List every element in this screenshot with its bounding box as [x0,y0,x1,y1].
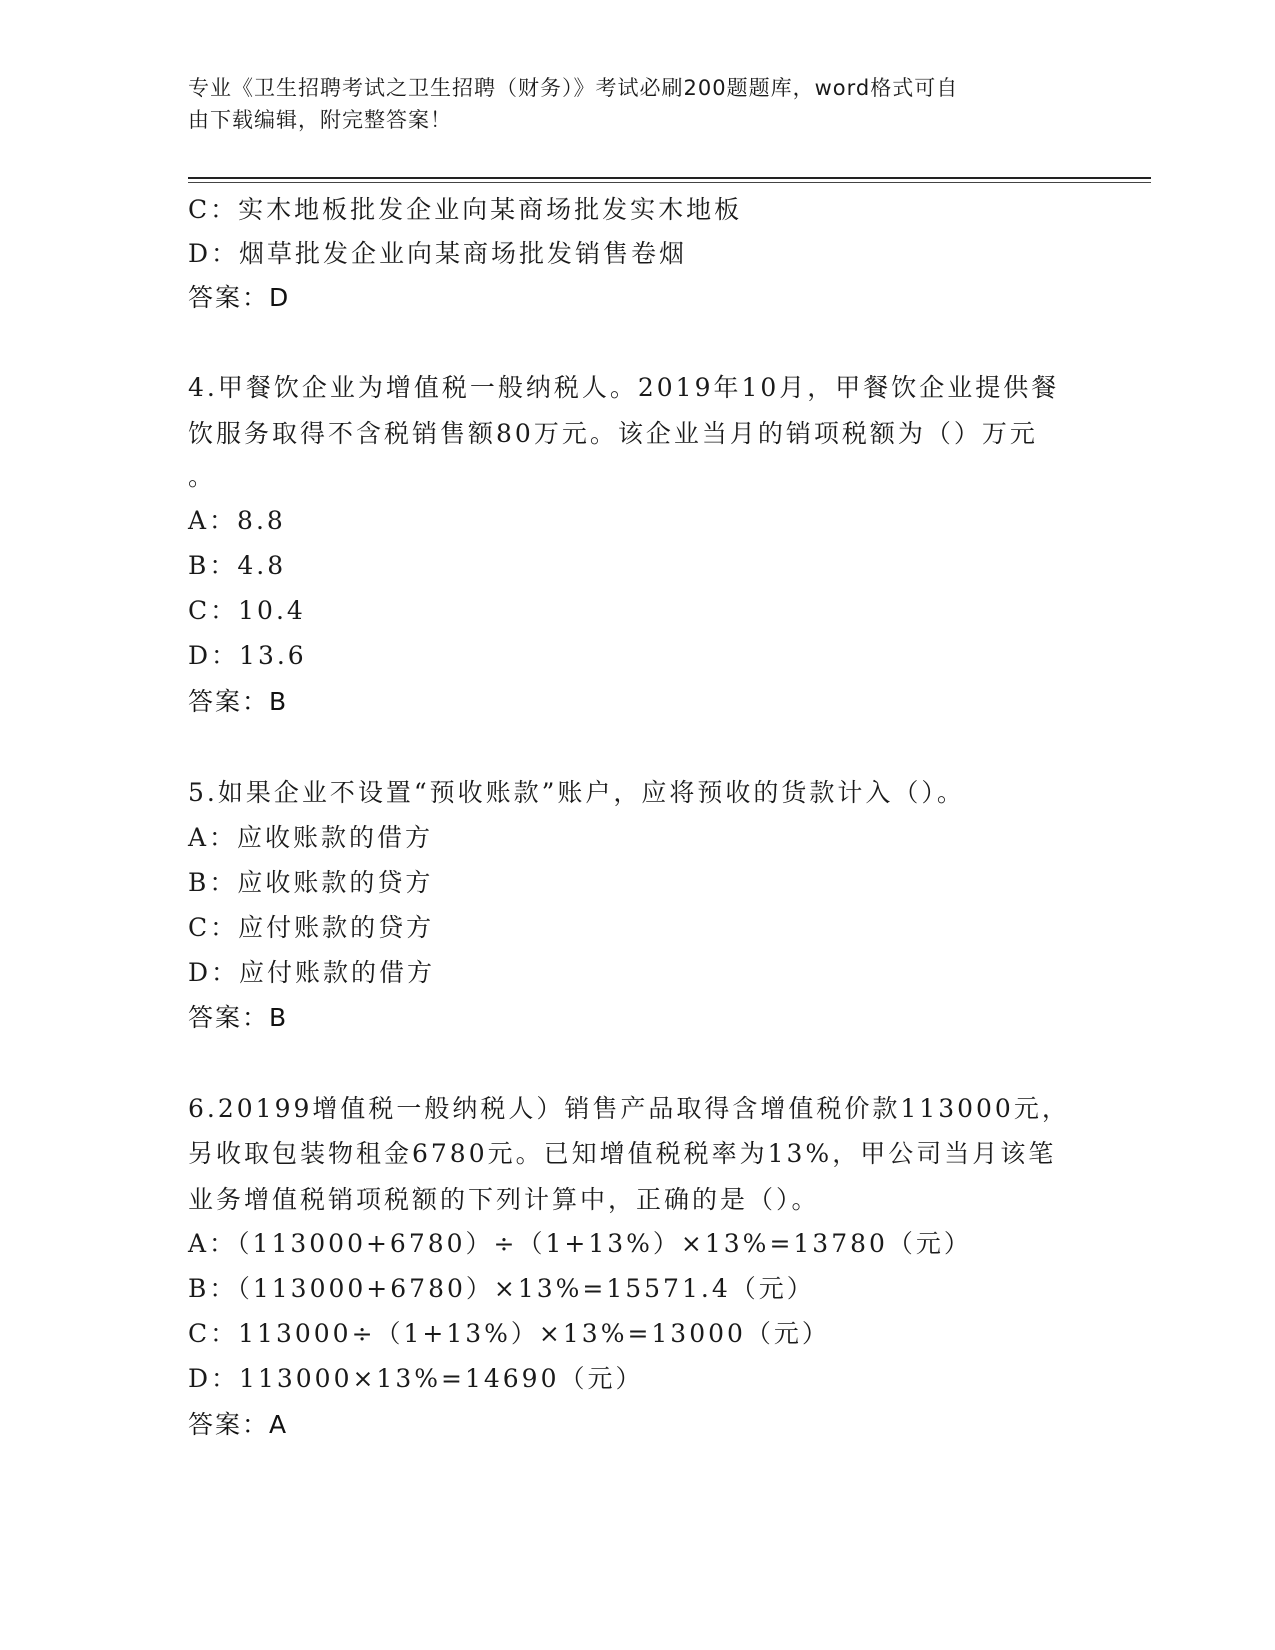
header-divider-thin [188,182,1151,183]
q5-option-d: D：应付账款的借方 [188,958,436,987]
q5-stem-line-1: 5.如果企业不设置“预收账款”账户，应将预收的货款计入（）。 [188,778,965,807]
q3-option-c: C：实木地板批发企业向某商场批发实木地板 [188,195,743,224]
q4-stem-line-1: 4.甲餐饮企业为增值税一般纳税人。2019年10月，甲餐饮企业提供餐 [188,373,1060,402]
q4-option-a: A：8.8 [188,506,286,535]
q4-answer: 答案：B [188,687,289,716]
q6-stem-line-2: 另收取包装物租金6780元。已知增值税税率为13%，甲公司当月该笔 [188,1139,1057,1168]
header-divider-thick [188,177,1151,179]
q5-option-a: A：应收账款的借方 [188,823,434,852]
q4-option-d: D：13.6 [188,641,307,670]
q4-stem-line-3: 。 [188,462,217,491]
q6-option-b: B：（113000+6780）×13%=15571.4（元） [188,1274,815,1303]
q6-stem-line-1: 6.20199增值税一般纳税人）销售产品取得含增值税价款113000元， [188,1094,1070,1123]
q4-option-b: B：4.8 [188,551,287,580]
document-header [188,72,1068,136]
q6-option-a: A：（113000+6780）÷（1+13%）×13%=13780（元） [188,1229,972,1258]
q6-option-c: C：113000÷（1+13%）×13%=13000（元） [188,1319,830,1348]
q3-answer: 答案：D [188,283,291,312]
q5-option-b: B：应收账款的贷方 [188,868,434,897]
q4-stem-line-2: 饮服务取得不含税销售额80万元。该企业当月的销项税额为（）万元 [188,419,1038,448]
header-line-2: 由下载编辑，附完整答案！ [188,108,452,132]
q5-option-c: C：应付账款的贷方 [188,913,435,942]
q6-option-d: D：113000×13%=14690（元） [188,1364,644,1393]
header-line-1: 专业《卫生招聘考试之卫生招聘（财务）》考试必刷200题题库，word格式可自 [188,76,959,100]
q6-stem-line-3: 业务增值税销项税额的下列计算中，正确的是（）。 [188,1185,820,1214]
q5-answer: 答案：B [188,1003,289,1032]
q6-answer: 答案：A [188,1410,289,1439]
q4-option-c: C：10.4 [188,596,306,625]
q3-option-d: D：烟草批发企业向某商场批发销售卷烟 [188,239,688,268]
